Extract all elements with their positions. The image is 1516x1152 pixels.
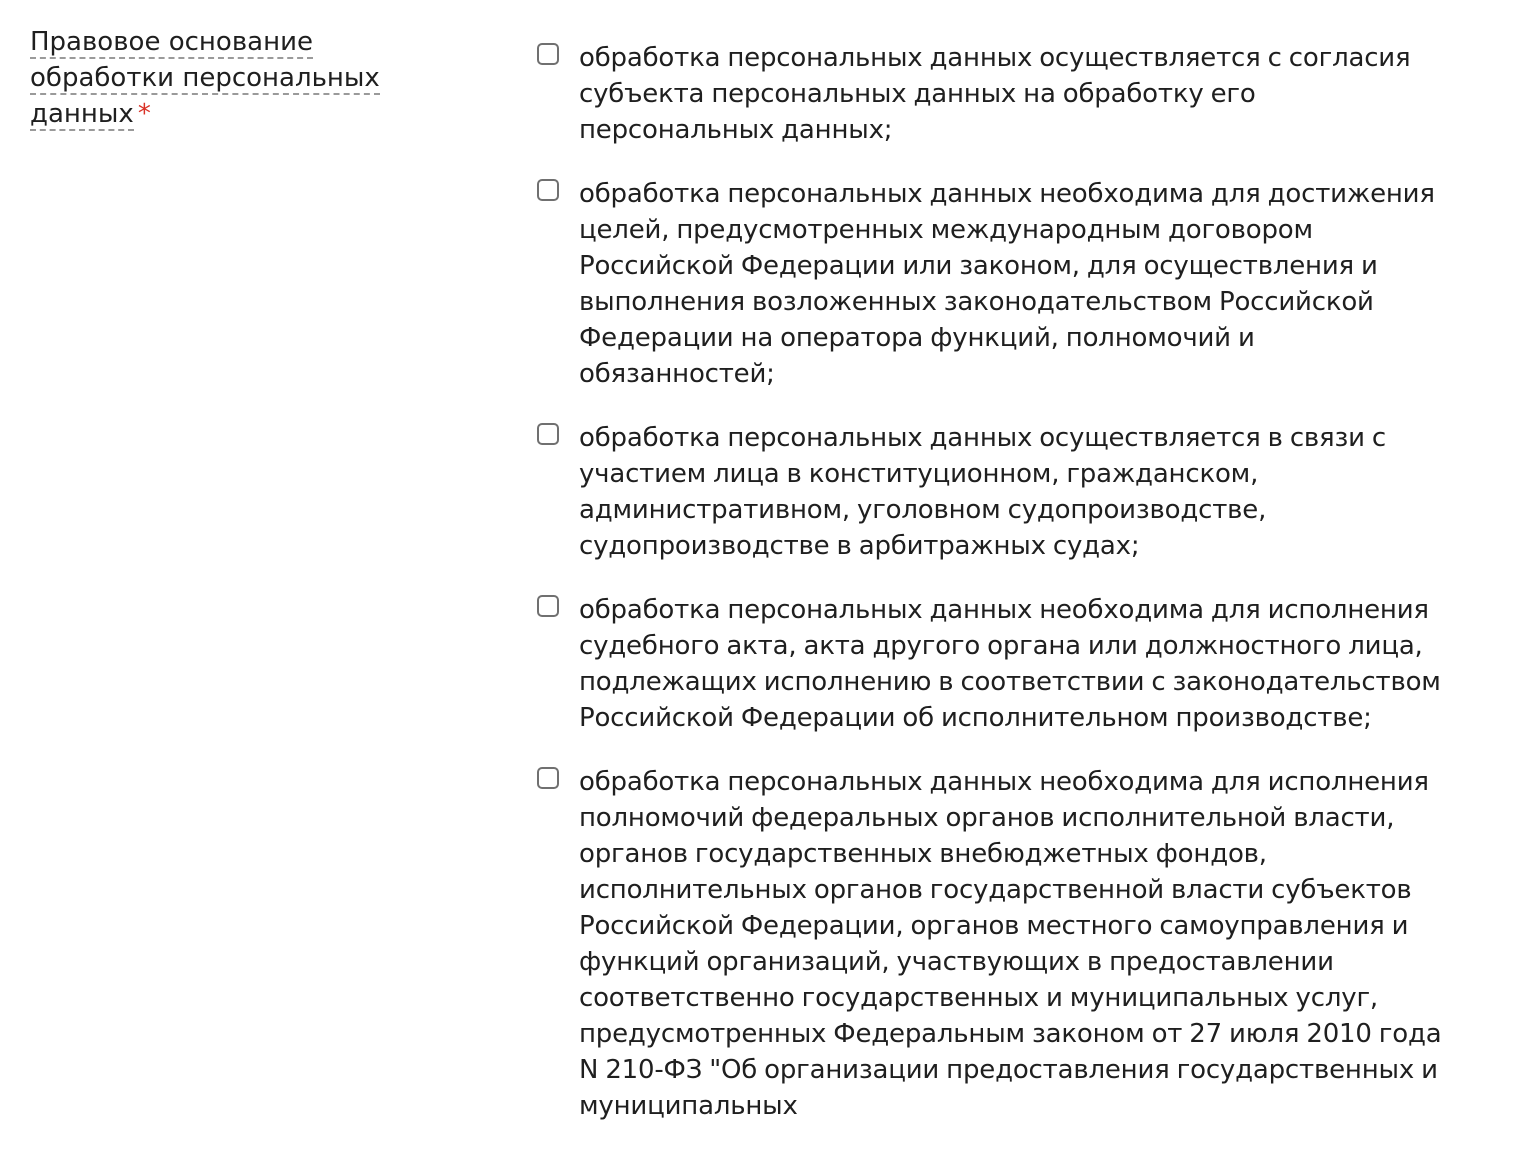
checkbox-option-label[interactable]: обработка персональных данных необходима для достижения целей, предусмотренных международным договором Российской Федерации или законом, для осуществления и выполнения возложенных законодательством Российской Федерации на оператора функций, полномочий и обязанностей; [579,179,1435,389]
checkbox-option-label[interactable]: обработка персональных данных осуществляется с согласия субъекта персональных данных на обработку его персональных данных; [579,43,1411,145]
checkbox-option[interactable] [537,40,1457,148]
checkbox-option[interactable] [537,764,1457,1124]
checkbox[interactable] [537,179,559,201]
checkbox-option-label[interactable]: обработка персональных данных необходима для исполнения полномочий федеральных органов исполнительной власти, органов государственных внебюджетных фондов, исполнительных органов государственной власти субъектов Российской Федерации, органов местного самоуправления и функций организаций, участвующих в предоставлении соответственно государственных и муниципальных услуг, предусмотренных Федеральным законом от 27 июля 2010 года N 210-ФЗ "Об организации предоставления государственных и муниципальных [579,767,1442,1121]
checkbox-option-label[interactable]: обработка персональных данных необходима для исполнения судебного акта, акта другого органа или должностного лица, подлежащих исполнению в соответствии с законодательством Российской Федерации об исполнительном производстве; [579,595,1441,733]
checkbox-option[interactable] [537,592,1457,736]
required-asterisk: * [137,99,151,129]
checkbox-option-label[interactable]: обработка персональных данных осуществляется в связи с участием лица в конституционном, гражданском, административном, уголовном судопроизводстве, судопроизводстве в арбитражных судах; [579,423,1386,561]
field-label [30,24,460,132]
checkbox-option[interactable] [537,176,1457,392]
checkbox[interactable] [537,423,559,445]
checkbox[interactable] [537,595,559,617]
checkbox-group [537,40,1457,1152]
checkbox-option[interactable] [537,420,1457,564]
checkbox[interactable] [537,767,559,789]
checkbox[interactable] [537,43,559,65]
field-label-text: Правовое основание обработки персональных данных [30,27,380,129]
